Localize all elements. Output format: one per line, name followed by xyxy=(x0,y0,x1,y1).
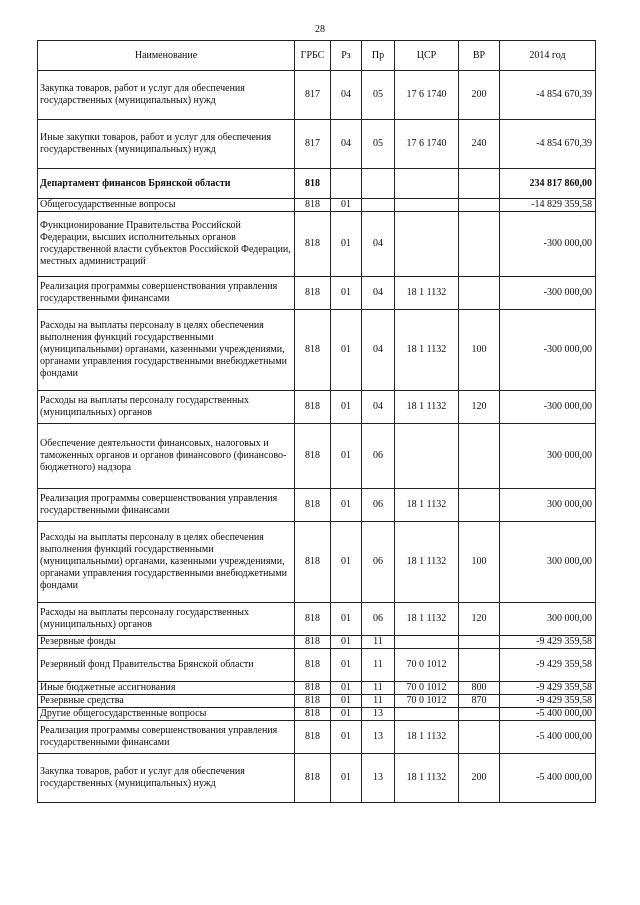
row-csr xyxy=(395,169,459,199)
column-header-grbs: ГРБС xyxy=(295,41,331,71)
row-vr xyxy=(459,708,500,721)
row-amount: -9 429 359,58 xyxy=(500,636,596,649)
row-csr: 18 1 1132 xyxy=(395,721,459,754)
row-pr: 13 xyxy=(362,708,395,721)
row-name: Иные закупки товаров, работ и услуг для обеспечения государственных (муниципальных) нужд xyxy=(38,120,295,169)
row-pr: 11 xyxy=(362,636,395,649)
table-row xyxy=(38,71,596,120)
budget-table xyxy=(37,40,596,803)
row-csr: 18 1 1132 xyxy=(395,754,459,803)
row-csr xyxy=(395,199,459,212)
row-rz: 01 xyxy=(331,277,362,310)
row-name: Расходы на выплаты персоналу государственных (муниципальных) органов xyxy=(38,603,295,636)
row-vr: 120 xyxy=(459,603,500,636)
row-rz: 01 xyxy=(331,682,362,695)
row-csr: 18 1 1132 xyxy=(395,489,459,522)
row-vr xyxy=(459,649,500,682)
row-csr: 70 0 1012 xyxy=(395,695,459,708)
row-amount: -14 829 359,58 xyxy=(500,199,596,212)
row-rz: 01 xyxy=(331,649,362,682)
table-row xyxy=(38,169,596,199)
row-csr: 18 1 1132 xyxy=(395,277,459,310)
row-vr xyxy=(459,489,500,522)
row-csr xyxy=(395,708,459,721)
row-vr xyxy=(459,424,500,489)
row-pr: 04 xyxy=(362,310,395,391)
row-vr xyxy=(459,721,500,754)
row-csr: 70 0 1012 xyxy=(395,649,459,682)
row-amount: 300 000,00 xyxy=(500,603,596,636)
row-rz: 01 xyxy=(331,754,362,803)
row-amount: 300 000,00 xyxy=(500,424,596,489)
row-pr: 04 xyxy=(362,391,395,424)
row-vr xyxy=(459,169,500,199)
row-amount: -300 000,00 xyxy=(500,310,596,391)
row-name: Иные бюджетные ассигнования xyxy=(38,682,295,695)
row-amount: -9 429 359,58 xyxy=(500,649,596,682)
row-name: Расходы на выплаты персоналу в целях обеспечения выполнения функций государственными (муниципальными) органами, казенными учреждениями, органами управления государственными внебюджетными фондами xyxy=(38,310,295,391)
page-number: 28 xyxy=(315,24,325,35)
row-vr: 100 xyxy=(459,522,500,603)
row-csr: 17 6 1740 xyxy=(395,71,459,120)
row-rz: 01 xyxy=(331,391,362,424)
row-grbs: 818 xyxy=(295,603,331,636)
row-pr: 11 xyxy=(362,649,395,682)
row-grbs: 818 xyxy=(295,708,331,721)
row-name: Реализация программы совершенствования управления государственными финансами xyxy=(38,277,295,310)
row-name: Другие общегосударственные вопросы xyxy=(38,708,295,721)
row-vr: 240 xyxy=(459,120,500,169)
row-csr xyxy=(395,424,459,489)
table-row xyxy=(38,708,596,721)
table-row xyxy=(38,754,596,803)
row-pr: 05 xyxy=(362,71,395,120)
row-vr: 120 xyxy=(459,391,500,424)
row-rz: 01 xyxy=(331,721,362,754)
row-vr: 100 xyxy=(459,310,500,391)
table-row xyxy=(38,310,596,391)
row-amount: -9 429 359,58 xyxy=(500,682,596,695)
table-row xyxy=(38,603,596,636)
row-csr xyxy=(395,212,459,277)
row-name: Обеспечение деятельности финансовых, налоговых и таможенных органов и органов финансового (финансово-бюджетного) надзора xyxy=(38,424,295,489)
row-csr: 17 6 1740 xyxy=(395,120,459,169)
row-amount: -5 400 000,00 xyxy=(500,708,596,721)
row-grbs: 818 xyxy=(295,199,331,212)
row-pr: 06 xyxy=(362,603,395,636)
row-grbs: 818 xyxy=(295,721,331,754)
row-grbs: 817 xyxy=(295,71,331,120)
row-name: Резервный фонд Правительства Брянской области xyxy=(38,649,295,682)
row-grbs: 818 xyxy=(295,682,331,695)
column-header-pr: Пр xyxy=(362,41,395,71)
row-name: Закупка товаров, работ и услуг для обеспечения государственных (муниципальных) нужд xyxy=(38,71,295,120)
table-row xyxy=(38,649,596,682)
row-pr: 13 xyxy=(362,754,395,803)
row-grbs: 818 xyxy=(295,522,331,603)
row-csr xyxy=(395,636,459,649)
row-amount: 234 817 860,00 xyxy=(500,169,596,199)
table-row xyxy=(38,199,596,212)
row-grbs: 817 xyxy=(295,120,331,169)
row-grbs: 818 xyxy=(295,489,331,522)
row-pr: 06 xyxy=(362,522,395,603)
row-amount: -4 854 670,39 xyxy=(500,71,596,120)
row-name: Резервные средства xyxy=(38,695,295,708)
row-grbs: 818 xyxy=(295,636,331,649)
row-vr: 870 xyxy=(459,695,500,708)
row-pr: 11 xyxy=(362,682,395,695)
row-vr: 200 xyxy=(459,71,500,120)
row-grbs: 818 xyxy=(295,277,331,310)
table-row xyxy=(38,682,596,695)
row-vr: 800 xyxy=(459,682,500,695)
row-pr xyxy=(362,199,395,212)
row-rz: 01 xyxy=(331,212,362,277)
row-amount: -5 400 000,00 xyxy=(500,721,596,754)
row-pr: 06 xyxy=(362,424,395,489)
table-row xyxy=(38,212,596,277)
row-name: Функционирование Правительства Российской Федерации, высших исполнительных органов государственной власти субъектов Российской Федерации, местных администраций xyxy=(38,212,295,277)
row-name: Реализация программы совершенствования управления государственными финансами xyxy=(38,489,295,522)
row-amount: 300 000,00 xyxy=(500,489,596,522)
row-grbs: 818 xyxy=(295,754,331,803)
row-amount: 300 000,00 xyxy=(500,522,596,603)
row-rz: 01 xyxy=(331,489,362,522)
row-rz: 01 xyxy=(331,636,362,649)
row-name: Департамент финансов Брянской области xyxy=(38,169,295,199)
row-vr xyxy=(459,212,500,277)
column-header-rz: Рз xyxy=(331,41,362,71)
row-grbs: 818 xyxy=(295,169,331,199)
row-vr xyxy=(459,277,500,310)
row-pr xyxy=(362,169,395,199)
row-rz xyxy=(331,169,362,199)
row-grbs: 818 xyxy=(295,310,331,391)
row-rz: 01 xyxy=(331,522,362,603)
row-grbs: 818 xyxy=(295,212,331,277)
table-body xyxy=(38,71,596,803)
row-rz: 04 xyxy=(331,71,362,120)
row-pr: 11 xyxy=(362,695,395,708)
row-name: Закупка товаров, работ и услуг для обеспечения государственных (муниципальных) нужд xyxy=(38,754,295,803)
row-csr: 18 1 1132 xyxy=(395,310,459,391)
table-row xyxy=(38,277,596,310)
row-rz: 01 xyxy=(331,199,362,212)
row-vr: 200 xyxy=(459,754,500,803)
table-header-row xyxy=(38,41,596,71)
row-name: Реализация программы совершенствования управления государственными финансами xyxy=(38,721,295,754)
table-row xyxy=(38,636,596,649)
row-name: Расходы на выплаты персоналу государственных (муниципальных) органов xyxy=(38,391,295,424)
column-header-name: Наименование xyxy=(38,41,295,71)
row-name: Расходы на выплаты персоналу в целях обеспечения выполнения функций государственными (муниципальными) органами, казенными учреждениями, органами управления государственными внебюджетными фондами xyxy=(38,522,295,603)
row-pr: 04 xyxy=(362,212,395,277)
row-grbs: 818 xyxy=(295,391,331,424)
row-vr xyxy=(459,199,500,212)
row-grbs: 818 xyxy=(295,649,331,682)
row-pr: 04 xyxy=(362,277,395,310)
row-csr: 18 1 1132 xyxy=(395,522,459,603)
row-name: Резервные фонды xyxy=(38,636,295,649)
row-name: Общегосударственные вопросы xyxy=(38,199,295,212)
row-rz: 01 xyxy=(331,708,362,721)
row-amount: -300 000,00 xyxy=(500,391,596,424)
row-grbs: 818 xyxy=(295,695,331,708)
column-header-csr: ЦСР xyxy=(395,41,459,71)
row-rz: 01 xyxy=(331,424,362,489)
row-rz: 01 xyxy=(331,310,362,391)
row-amount: -5 400 000,00 xyxy=(500,754,596,803)
column-header-amount: 2014 год xyxy=(500,41,596,71)
row-pr: 06 xyxy=(362,489,395,522)
table-row xyxy=(38,489,596,522)
row-pr: 13 xyxy=(362,721,395,754)
row-amount: -300 000,00 xyxy=(500,212,596,277)
table-row xyxy=(38,721,596,754)
row-amount: -300 000,00 xyxy=(500,277,596,310)
table-row xyxy=(38,424,596,489)
row-csr: 18 1 1132 xyxy=(395,603,459,636)
table-row xyxy=(38,522,596,603)
table-row xyxy=(38,120,596,169)
row-amount: -4 854 670,39 xyxy=(500,120,596,169)
table-row xyxy=(38,695,596,708)
row-pr: 05 xyxy=(362,120,395,169)
row-grbs: 818 xyxy=(295,424,331,489)
row-rz: 01 xyxy=(331,695,362,708)
row-csr: 70 0 1012 xyxy=(395,682,459,695)
row-vr xyxy=(459,636,500,649)
row-rz: 01 xyxy=(331,603,362,636)
row-csr: 18 1 1132 xyxy=(395,391,459,424)
column-header-vr: ВР xyxy=(459,41,500,71)
row-amount: -9 429 359,58 xyxy=(500,695,596,708)
row-rz: 04 xyxy=(331,120,362,169)
table-row xyxy=(38,391,596,424)
